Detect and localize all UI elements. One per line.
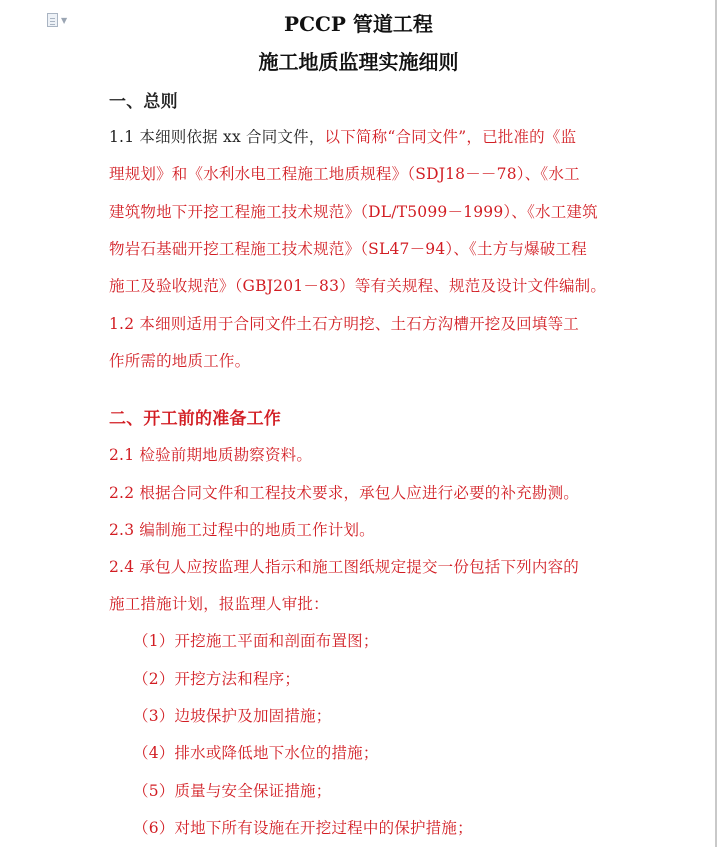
section-heading: 一、总则 (109, 92, 178, 112)
text-span: 1.1 本细则依据 xx 合同文件， (109, 128, 325, 146)
paragraph-line (109, 125, 576, 147)
sub-list-item: （1）开挖施工平面和剖面布置图； (133, 632, 379, 650)
chevron-down-icon: ▼ (61, 15, 68, 25)
sub-list-item: （4）排水或降低地下水位的措施； (133, 744, 379, 762)
paragraph-line: 物岩石基础开挖工程施工技术规范》（SL47－94）、《土方与爆破工程 (109, 240, 587, 258)
section-heading: 二、开工前的准备工作 (109, 409, 281, 429)
paragraph-line: 建筑物地下开挖工程施工技术规范》（DL/T5099－1999）、《水工建筑 (109, 203, 598, 221)
sub-list-item: （6）对地下所有设施在开挖过程中的保护措施； (133, 819, 473, 837)
paragraph-line: 作所需的地质工作。 (109, 352, 251, 370)
page-subtitle: 施工地质监理实施细则 (258, 50, 459, 74)
page-title: PCCP 管道工程 (284, 12, 433, 36)
text-span: 以下简称“合同文件”，已批准的《监 (324, 128, 577, 146)
paragraph-line: 施工及验收规范》（GBJ201－83）等有关规程、规范及设计文件编制。 (109, 277, 607, 295)
paragraph-line: 施工措施计划，报监理人审批： (109, 595, 329, 613)
paragraph-line: 1.2 本细则适用于合同文件土石方明挖、土石方沟槽开挖及回填等工 (109, 315, 579, 333)
list-item: 2.4 承包人应按监理人指示和施工图纸规定提交一份包括下列内容的 (109, 558, 579, 576)
list-item: 2.1 检验前期地质勘察资料。 (109, 446, 313, 464)
list-item: 2.2 根据合同文件和工程技术要求，承包人应进行必要的补充勘测。 (109, 484, 579, 502)
sub-list-item: （5）质量与安全保证措施； (133, 782, 332, 800)
sub-list-item: （2）开挖方法和程序； (133, 670, 301, 688)
list-item: 2.3 编制施工过程中的地质工作计划。 (109, 521, 375, 539)
paragraph-line: 理规划》和《水利水电工程施工地质规程》（SDJ18－－78）、《水工 (109, 165, 580, 183)
sub-list-item: （3）边坡保护及加固措施； (133, 707, 332, 725)
